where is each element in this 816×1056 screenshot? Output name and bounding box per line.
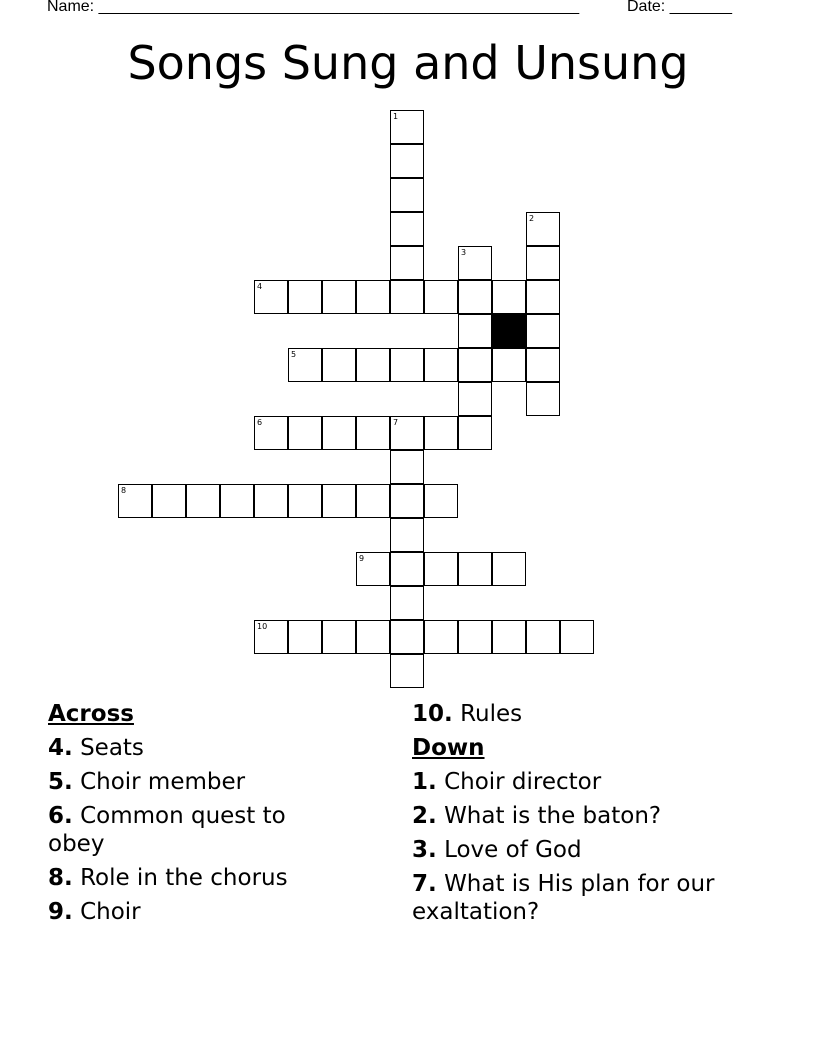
grid-cell[interactable] [560, 620, 594, 654]
grid-cell[interactable] [492, 552, 526, 586]
clue-across-10 [412, 700, 732, 728]
clue-down-7 [412, 870, 732, 926]
grid-cell[interactable] [458, 552, 492, 586]
grid-cell[interactable] [254, 484, 288, 518]
clue-text: What is the baton? [444, 803, 662, 829]
clue-number-label: 4 [257, 282, 263, 291]
clue-across-6 [48, 802, 348, 858]
grid-cell[interactable] [390, 450, 424, 484]
clue-across-8 [48, 864, 348, 892]
grid-cell[interactable] [424, 280, 458, 314]
grid-cell[interactable] [526, 280, 560, 314]
grid-cell[interactable] [356, 348, 390, 382]
grid-cell[interactable] [526, 246, 560, 280]
grid-cell[interactable] [322, 484, 356, 518]
grid-cell[interactable] [220, 484, 254, 518]
clue-down-2 [412, 802, 732, 830]
clue-number: 3. [412, 837, 437, 863]
grid-cell[interactable] [424, 416, 458, 450]
grid-cell[interactable] [356, 484, 390, 518]
grid-cell[interactable] [458, 246, 492, 280]
clue-number-label: 3 [461, 248, 467, 257]
clue-number-label: 5 [291, 350, 297, 359]
clues-right-column [412, 700, 732, 932]
grid-cell[interactable] [526, 348, 560, 382]
clue-text: Seats [80, 735, 144, 761]
clue-number-label: 10 [257, 622, 268, 631]
clue-down-3 [412, 836, 732, 864]
grid-cell[interactable] [424, 620, 458, 654]
grid-cell[interactable] [526, 620, 560, 654]
grid-cell[interactable] [118, 484, 152, 518]
clue-number: 6. [48, 803, 73, 829]
clue-number: 2. [412, 803, 437, 829]
grid-cell[interactable] [390, 620, 424, 654]
grid-cell[interactable] [458, 314, 492, 348]
grid-cell[interactable] [390, 348, 424, 382]
clue-number: 4. [48, 735, 73, 761]
down-heading: Down [412, 735, 485, 761]
clue-down-1 [412, 768, 732, 796]
clue-number-label: 7 [393, 418, 399, 427]
clue-text: Role in the chorus [80, 865, 288, 891]
grid-cell[interactable] [288, 484, 322, 518]
grid-cell[interactable] [254, 620, 288, 654]
grid-cell[interactable] [424, 484, 458, 518]
grid-cell[interactable] [288, 348, 322, 382]
grid-cell[interactable] [390, 280, 424, 314]
grid-cell[interactable] [390, 416, 424, 450]
grid-cell[interactable] [288, 620, 322, 654]
grid-cell[interactable] [356, 280, 390, 314]
grid-cell[interactable] [526, 314, 560, 348]
grid-cell[interactable] [458, 348, 492, 382]
grid-cell[interactable] [390, 212, 424, 246]
grid-block [492, 314, 526, 348]
grid-cell[interactable] [390, 518, 424, 552]
clue-number: 5. [48, 769, 73, 795]
grid-cell[interactable] [390, 144, 424, 178]
grid-cell[interactable] [390, 178, 424, 212]
grid-cell[interactable] [322, 280, 356, 314]
clue-number-label: 1 [393, 112, 399, 121]
clue-number: 8. [48, 865, 73, 891]
clue-number: 7. [412, 871, 437, 897]
clue-number-label: 6 [257, 418, 263, 427]
grid-cell[interactable] [254, 280, 288, 314]
clue-across-5 [48, 768, 348, 796]
clue-number-label: 8 [121, 486, 127, 495]
clue-number-label: 2 [529, 214, 535, 223]
clue-number: 1. [412, 769, 437, 795]
clue-text: Choir director [444, 769, 602, 795]
grid-cell[interactable] [492, 348, 526, 382]
grid-cell[interactable] [458, 382, 492, 416]
grid-cell[interactable] [288, 280, 322, 314]
grid-cell[interactable] [390, 484, 424, 518]
grid-cell[interactable] [526, 382, 560, 416]
grid-cell[interactable] [458, 280, 492, 314]
grid-cell[interactable] [390, 246, 424, 280]
grid-cell[interactable] [390, 586, 424, 620]
clue-text: Choir member [80, 769, 246, 795]
clue-text: Love of God [444, 837, 582, 863]
grid-cell[interactable] [322, 416, 356, 450]
clue-text: Rules [460, 701, 523, 727]
clue-text: Choir [80, 899, 141, 925]
name-field: Name: ______________________________________________________ [47, 0, 580, 15]
grid-cell[interactable] [424, 348, 458, 382]
clues-left-column [48, 700, 348, 932]
grid-cell[interactable] [390, 552, 424, 586]
date-field: Date: _______ [627, 0, 732, 15]
grid-cell[interactable] [288, 416, 322, 450]
clue-across-9 [48, 898, 348, 926]
grid-cell[interactable] [322, 348, 356, 382]
grid-cell[interactable] [492, 280, 526, 314]
clue-text: What is His plan for our exaltation? [412, 871, 715, 925]
clue-across-4 [48, 734, 348, 762]
grid-cell[interactable] [356, 416, 390, 450]
grid-cell[interactable] [356, 620, 390, 654]
grid-cell[interactable] [458, 620, 492, 654]
grid-cell[interactable] [390, 654, 424, 688]
grid-cell[interactable] [322, 620, 356, 654]
clue-number: 10. [412, 701, 453, 727]
clue-number: 9. [48, 899, 73, 925]
page-title: Songs Sung and Unsung [127, 36, 689, 90]
clue-number-label: 9 [359, 554, 365, 563]
grid-cell[interactable] [390, 110, 424, 144]
across-heading: Across [48, 701, 134, 727]
grid-cell[interactable] [356, 552, 390, 586]
grid-cell[interactable] [424, 552, 458, 586]
clue-text: Common quest to obey [48, 803, 286, 857]
grid-cell[interactable] [492, 620, 526, 654]
grid-cell[interactable] [526, 212, 560, 246]
grid-cell[interactable] [254, 416, 288, 450]
grid-cell[interactable] [458, 416, 492, 450]
grid-cell[interactable] [152, 484, 186, 518]
grid-cell[interactable] [186, 484, 220, 518]
